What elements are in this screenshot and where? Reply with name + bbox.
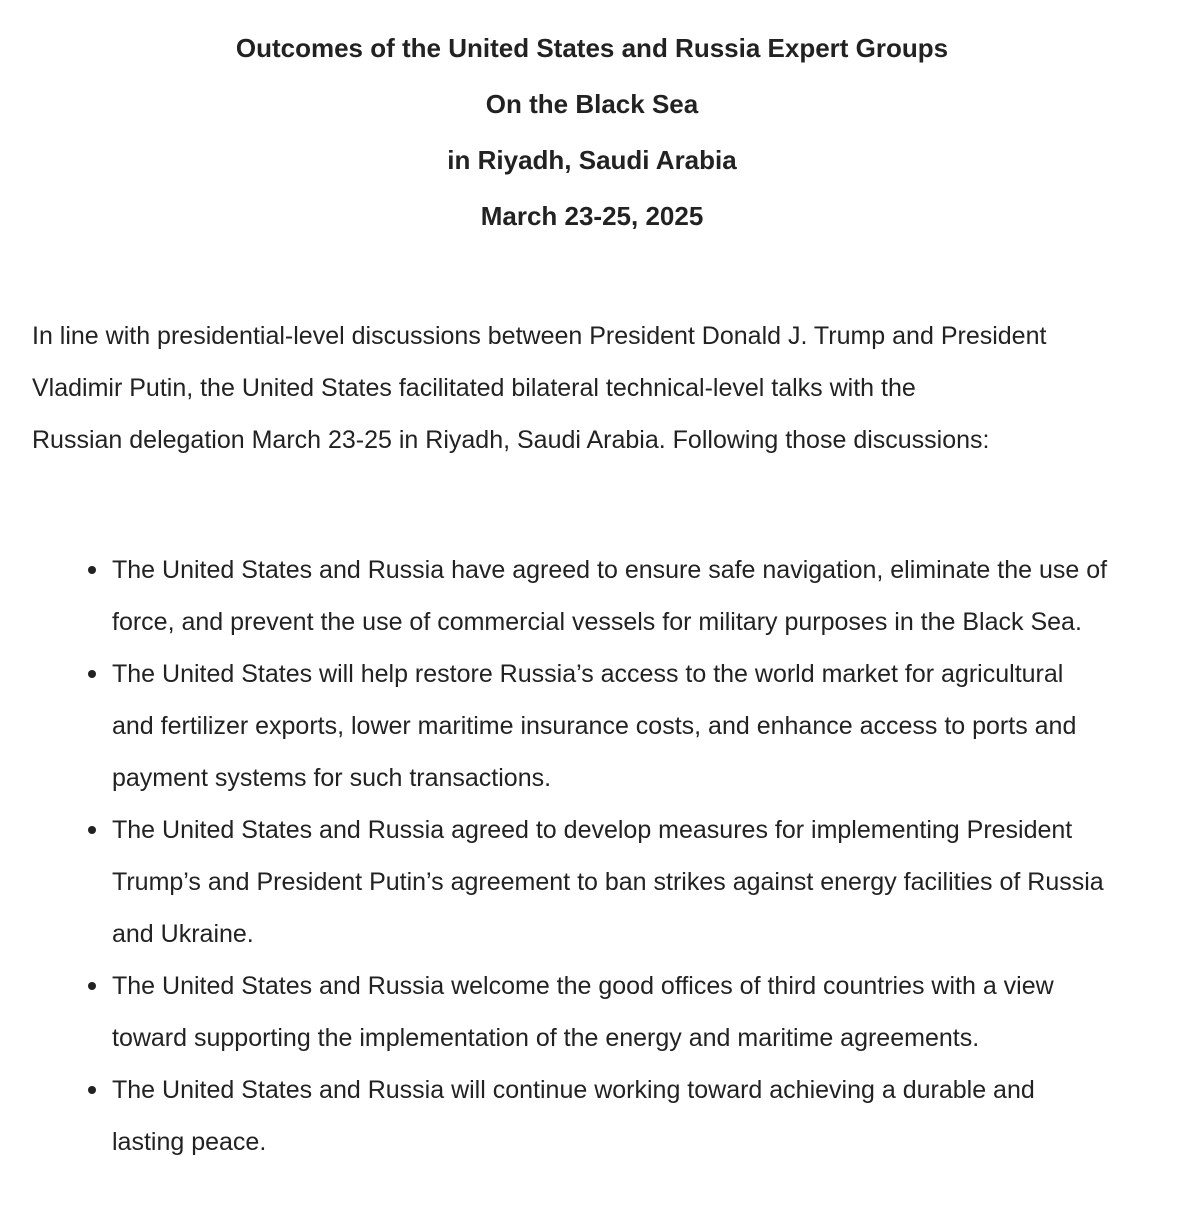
- bullet-dot-icon: [88, 826, 96, 834]
- list-item-line: Trump’s and President Putin’s agreement to ban strikes against energy facilities of Russia: [112, 868, 1104, 896]
- title-line: Outcomes of the United States and Russia Expert Groups: [235, 33, 949, 63]
- list-item-line: force, and prevent the use of commercial vessels for military purposes in the Black Sea.: [112, 608, 1082, 636]
- document-title: [0, 20, 1184, 244]
- list-item-line: The United States and Russia have agreed to ensure safe navigation, eliminate the use of: [112, 556, 1108, 584]
- list-item-line: and Ukraine.: [112, 920, 254, 948]
- list-item-line: lasting peace.: [112, 1128, 267, 1156]
- list-item-line: payment systems for such transactions.: [112, 764, 552, 792]
- list-item: [112, 960, 1162, 1064]
- list-item: [112, 804, 1162, 960]
- list-item-line: and fertilizer exports, lower maritime insurance costs, and enhance access to ports and: [112, 712, 1077, 740]
- intro-line: Vladimir Putin, the United States facilitated bilateral technical-level talks with the: [32, 374, 916, 402]
- bullet-dot-icon: [88, 670, 96, 678]
- list-item: [112, 1064, 1162, 1168]
- list-item-line: The United States and Russia welcome the good offices of third countries with a view: [112, 972, 1054, 1000]
- bullet-dot-icon: [88, 982, 96, 990]
- list-item: [112, 648, 1162, 804]
- list-item-line: toward supporting the implementation of the energy and maritime agreements.: [112, 1024, 980, 1052]
- intro-paragraph: [32, 310, 1172, 466]
- intro-line: Russian delegation March 23-25 in Riyadh, Saudi Arabia. Following those discussions:: [32, 426, 990, 454]
- title-line: On the Black Sea: [485, 89, 699, 119]
- bullet-dot-icon: [88, 1086, 96, 1094]
- list-item-line: The United States will help restore Russia’s access to the world market for agricultural: [112, 660, 1064, 688]
- intro-line: In line with presidential-level discussions between President Donald J. Trump and President: [32, 322, 1047, 350]
- list-item-line: The United States and Russia will continue working toward achieving a durable and: [112, 1076, 1035, 1104]
- bullet-dot-icon: [88, 566, 96, 574]
- list-item: [112, 544, 1162, 648]
- list-item-line: The United States and Russia agreed to develop measures for implementing President: [112, 816, 1073, 844]
- title-date: March 23-25, 2025: [480, 201, 704, 231]
- outcomes-list: [112, 544, 1162, 1168]
- title-line: in Riyadh, Saudi Arabia: [447, 145, 737, 175]
